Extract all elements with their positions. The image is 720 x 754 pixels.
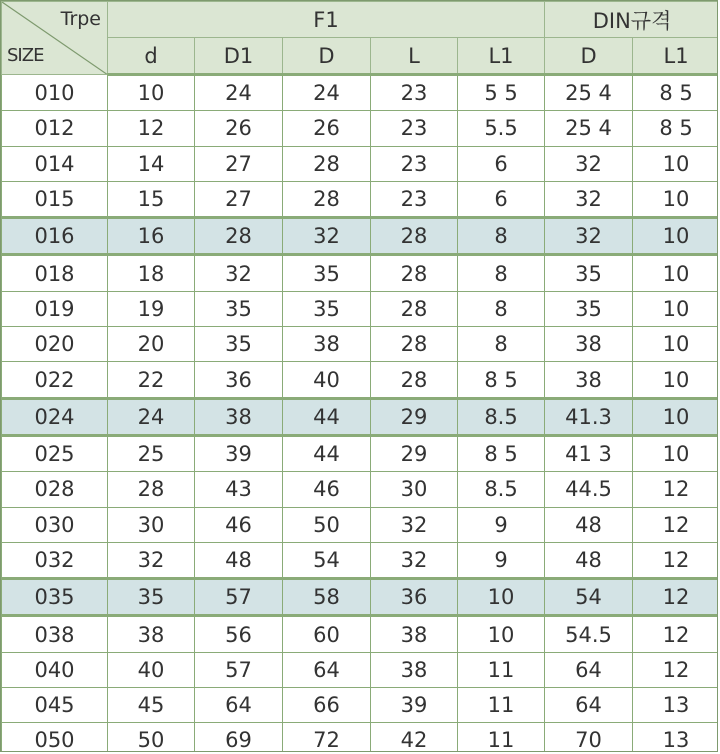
value-cell: 44 — [283, 435, 371, 471]
value-cell: 28 — [108, 472, 195, 507]
table-row — [2, 688, 719, 723]
table-row — [2, 218, 719, 255]
value-cell: 38 — [195, 398, 283, 435]
value-cell: 28 — [371, 327, 458, 362]
value-cell: 10 — [633, 255, 718, 291]
table-row — [2, 507, 719, 542]
value-cell: 46 — [283, 472, 371, 507]
value-cell: 39 — [195, 435, 283, 471]
value-cell: 32 — [545, 218, 633, 255]
value-cell: 27 — [195, 181, 283, 217]
value-cell: 25 — [108, 435, 195, 471]
value-cell: 8 5 — [633, 75, 718, 111]
value-cell: 38 — [283, 327, 371, 362]
header-row-groups — [2, 2, 719, 38]
value-cell: 23 — [371, 146, 458, 181]
value-cell: 66 — [283, 688, 371, 723]
value-cell: 10 — [633, 181, 718, 217]
value-cell: 9 — [458, 507, 545, 542]
value-cell: 12 — [633, 579, 718, 616]
value-cell: 8 — [458, 255, 545, 291]
value-cell: 32 — [545, 181, 633, 217]
value-cell: 69 — [195, 723, 283, 752]
value-cell: 72 — [283, 723, 371, 752]
value-cell: 35 — [545, 255, 633, 291]
size-cell: 035 — [2, 579, 108, 616]
value-cell: 32 — [371, 507, 458, 542]
value-cell: 11 — [458, 723, 545, 752]
value-cell: 16 — [108, 218, 195, 255]
value-cell: 48 — [545, 507, 633, 542]
value-cell: 54 — [283, 542, 371, 578]
value-cell: 10 — [633, 327, 718, 362]
value-cell: 38 — [371, 616, 458, 652]
value-cell: 38 — [371, 652, 458, 687]
value-cell: 28 — [195, 218, 283, 255]
size-cell: 040 — [2, 652, 108, 687]
value-cell: 5.5 — [458, 111, 545, 146]
value-cell: 35 — [195, 327, 283, 362]
value-cell: 45 — [108, 688, 195, 723]
size-cell: 032 — [2, 542, 108, 578]
size-cell: 025 — [2, 435, 108, 471]
corner-type-label: Trpe — [60, 8, 101, 30]
value-cell: 27 — [195, 146, 283, 181]
value-cell: 50 — [283, 507, 371, 542]
value-cell: 57 — [195, 579, 283, 616]
value-cell: 8.5 — [458, 398, 545, 435]
group-header-din: DIN규격 — [545, 2, 718, 38]
value-cell: 23 — [371, 111, 458, 146]
value-cell: 12 — [633, 507, 718, 542]
value-cell: 20 — [108, 327, 195, 362]
value-cell: 36 — [371, 579, 458, 616]
value-cell: 70 — [545, 723, 633, 752]
value-cell: 10 — [633, 362, 718, 398]
value-cell: 28 — [371, 362, 458, 398]
value-cell: 32 — [371, 542, 458, 578]
value-cell: 42 — [371, 723, 458, 752]
value-cell: 26 — [195, 111, 283, 146]
table-row — [2, 111, 719, 146]
table-row — [2, 181, 719, 217]
value-cell: 24 — [195, 75, 283, 111]
value-cell: 8 5 — [458, 435, 545, 471]
value-cell: 10 — [458, 616, 545, 652]
value-cell: 32 — [108, 542, 195, 578]
value-cell: 41.3 — [545, 398, 633, 435]
size-cell: 050 — [2, 723, 108, 752]
table-row — [2, 291, 719, 326]
corner-header-cell — [2, 2, 108, 75]
value-cell: 38 — [108, 616, 195, 652]
size-cell: 030 — [2, 507, 108, 542]
value-cell: 64 — [283, 652, 371, 687]
value-cell: 24 — [108, 398, 195, 435]
value-cell: 8 — [458, 291, 545, 326]
value-cell: 39 — [371, 688, 458, 723]
value-cell: 35 — [283, 291, 371, 326]
value-cell: 6 — [458, 146, 545, 181]
value-cell: 44.5 — [545, 472, 633, 507]
value-cell: 28 — [371, 291, 458, 326]
value-cell: 36 — [195, 362, 283, 398]
value-cell: 10 — [633, 146, 718, 181]
size-cell: 028 — [2, 472, 108, 507]
value-cell: 28 — [371, 255, 458, 291]
table-row — [2, 75, 719, 111]
value-cell: 6 — [458, 181, 545, 217]
value-cell: 15 — [108, 181, 195, 217]
value-cell: 9 — [458, 542, 545, 578]
value-cell: 58 — [283, 579, 371, 616]
size-cell: 016 — [2, 218, 108, 255]
value-cell: 40 — [108, 652, 195, 687]
value-cell: 57 — [195, 652, 283, 687]
value-cell: 32 — [195, 255, 283, 291]
value-cell: 38 — [545, 362, 633, 398]
size-cell: 038 — [2, 616, 108, 652]
value-cell: 35 — [545, 291, 633, 326]
size-cell: 012 — [2, 111, 108, 146]
value-cell: 18 — [108, 255, 195, 291]
table-body — [2, 75, 719, 753]
size-cell: 045 — [2, 688, 108, 723]
value-cell: 40 — [283, 362, 371, 398]
size-cell: 015 — [2, 181, 108, 217]
value-cell: 35 — [108, 579, 195, 616]
value-cell: 28 — [283, 146, 371, 181]
value-cell: 11 — [458, 652, 545, 687]
value-cell: 32 — [545, 146, 633, 181]
value-cell: 44 — [283, 398, 371, 435]
table-row — [2, 652, 719, 687]
value-cell: 56 — [195, 616, 283, 652]
value-cell: 28 — [283, 181, 371, 217]
value-cell: 25 4 — [545, 111, 633, 146]
column-header-d: d — [108, 38, 195, 75]
value-cell: 12 — [633, 652, 718, 687]
size-cell: 022 — [2, 362, 108, 398]
value-cell: 35 — [283, 255, 371, 291]
value-cell: 11 — [458, 688, 545, 723]
corner-size-label: SIZE — [7, 45, 44, 66]
table-row — [2, 616, 719, 652]
value-cell: 29 — [371, 398, 458, 435]
value-cell: 32 — [283, 218, 371, 255]
size-cell: 019 — [2, 291, 108, 326]
value-cell: 54.5 — [545, 616, 633, 652]
value-cell: 8 — [458, 218, 545, 255]
table-row — [2, 362, 719, 398]
value-cell: 48 — [195, 542, 283, 578]
table-row — [2, 398, 719, 435]
header-row-columns — [2, 38, 719, 75]
size-spec-table — [1, 1, 718, 752]
value-cell: 8 — [458, 327, 545, 362]
value-cell: 64 — [545, 652, 633, 687]
table-row — [2, 435, 719, 471]
value-cell: 64 — [195, 688, 283, 723]
value-cell: 46 — [195, 507, 283, 542]
value-cell: 10 — [633, 218, 718, 255]
size-cell: 024 — [2, 398, 108, 435]
value-cell: 48 — [545, 542, 633, 578]
value-cell: 50 — [108, 723, 195, 752]
value-cell: 5 5 — [458, 75, 545, 111]
table-row — [2, 542, 719, 578]
value-cell: 30 — [371, 472, 458, 507]
value-cell: 12 — [633, 616, 718, 652]
value-cell: 54 — [545, 579, 633, 616]
value-cell: 64 — [545, 688, 633, 723]
value-cell: 26 — [283, 111, 371, 146]
table-row — [2, 255, 719, 291]
column-header-D: D — [283, 38, 371, 75]
value-cell: 29 — [371, 435, 458, 471]
column-header-din-L1: L1 — [633, 38, 718, 75]
size-cell: 014 — [2, 146, 108, 181]
value-cell: 8 5 — [458, 362, 545, 398]
value-cell: 22 — [108, 362, 195, 398]
value-cell: 8.5 — [458, 472, 545, 507]
column-header-d1: D1 — [195, 38, 283, 75]
value-cell: 10 — [458, 579, 545, 616]
table-row — [2, 723, 719, 752]
size-cell: 020 — [2, 327, 108, 362]
value-cell: 8 5 — [633, 111, 718, 146]
value-cell: 38 — [545, 327, 633, 362]
value-cell: 41 3 — [545, 435, 633, 471]
value-cell: 60 — [283, 616, 371, 652]
table-header — [2, 2, 719, 75]
table-row — [2, 579, 719, 616]
value-cell: 24 — [283, 75, 371, 111]
value-cell: 30 — [108, 507, 195, 542]
value-cell: 10 — [633, 398, 718, 435]
column-header-L: L — [371, 38, 458, 75]
table-row — [2, 327, 719, 362]
size-cell: 010 — [2, 75, 108, 111]
value-cell: 10 — [108, 75, 195, 111]
value-cell: 12 — [108, 111, 195, 146]
value-cell: 25 4 — [545, 75, 633, 111]
value-cell: 10 — [633, 435, 718, 471]
value-cell: 12 — [633, 542, 718, 578]
value-cell: 23 — [371, 75, 458, 111]
value-cell: 12 — [633, 472, 718, 507]
value-cell: 28 — [371, 218, 458, 255]
table-row — [2, 146, 719, 181]
value-cell: 14 — [108, 146, 195, 181]
size-cell: 018 — [2, 255, 108, 291]
value-cell: 13 — [633, 688, 718, 723]
group-header-f1: F1 — [108, 2, 545, 38]
value-cell: 43 — [195, 472, 283, 507]
table-row — [2, 472, 719, 507]
column-header-din-D: D — [545, 38, 633, 75]
column-header-L1: L1 — [458, 38, 545, 75]
value-cell: 23 — [371, 181, 458, 217]
value-cell: 19 — [108, 291, 195, 326]
value-cell: 13 — [633, 723, 718, 752]
value-cell: 10 — [633, 291, 718, 326]
value-cell: 35 — [195, 291, 283, 326]
